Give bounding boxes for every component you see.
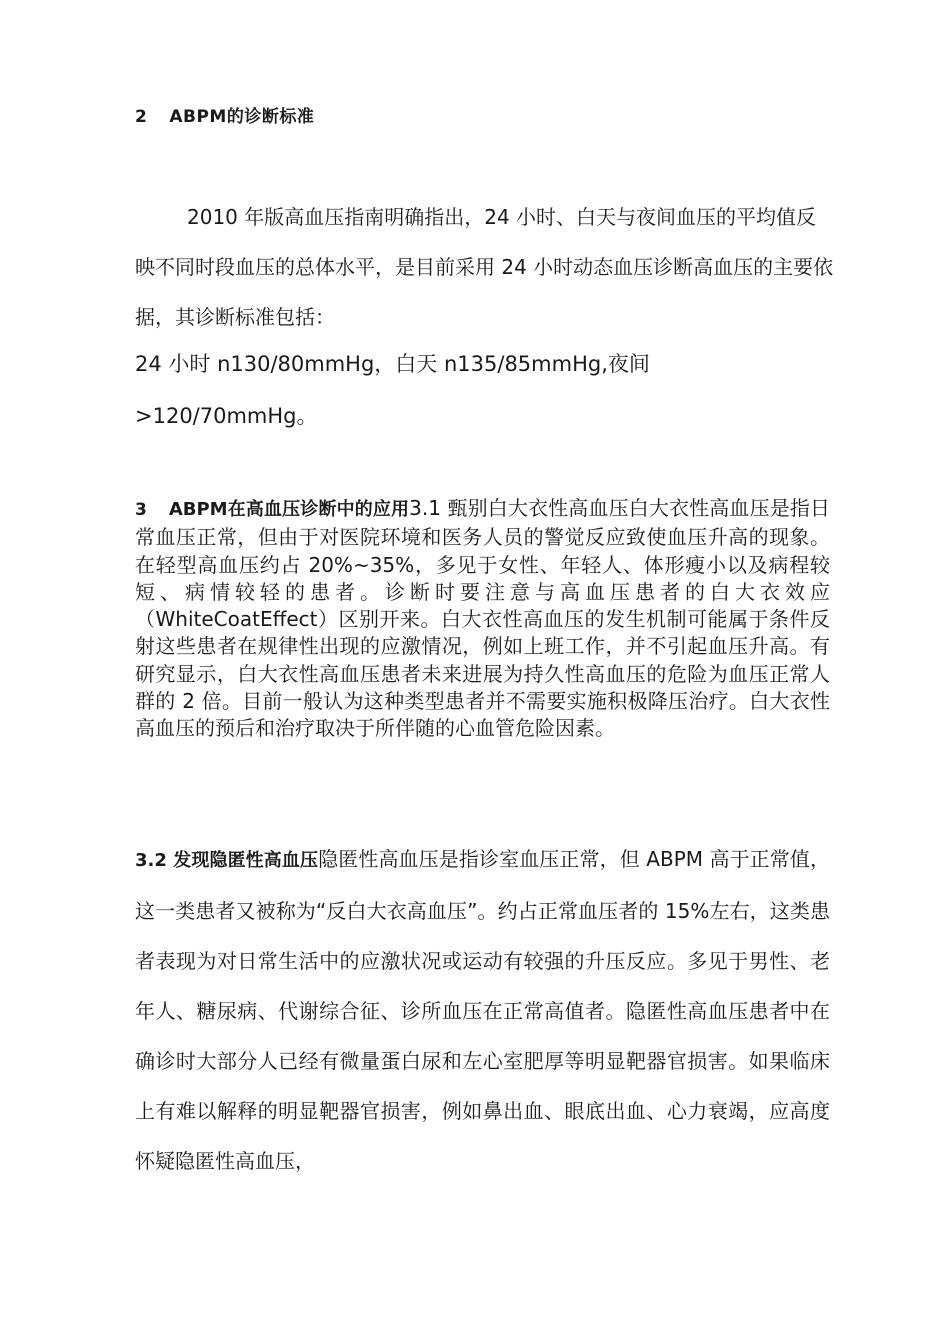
section-2-title: ABPM的诊断标准 xyxy=(169,107,315,127)
section-3-title: ABPM在高血压诊断中的应用 xyxy=(168,499,410,520)
section-3-2-body: 隐匿性高血压是指诊室血压正常，但 ABPM 高于正常值，这一类患者又被称为“反白大衣高血压”。约占正常血压者的 15%左右，这类患者表现为对日常生活中的应激状况或运动有较强的升压反应。多见于男性、老年人、糖尿病、代谢综合征、诊所血压在正常高值者。隐匿性高血压患者中在确诊时大部分人已经有微量蛋白尿和左心室肥厚等明显靶器官损害。如果临床上有难以解释的明显靶器官损害，例如鼻出血、眼底出血、心力衰竭，应高度怀疑隐匿性高血压， xyxy=(135,847,831,1173)
section-2-number: 2 xyxy=(135,107,148,127)
diagnostic-criteria xyxy=(135,338,835,442)
criteria-day: 白天 n135/85mmHg, xyxy=(395,352,608,376)
section-3-2-paragraph xyxy=(135,834,830,1186)
section-3-number: 3 xyxy=(135,500,147,520)
section-3-body: 3.1 甄别白大衣性高血压白大衣性高血压是指日常血压正常，但由于对医院环境和医务人员的警觉反应致使血压升高的现象。在轻型高血压约占 20%~35%，多见于女性、年轻人、体形瘦小以及病程较短、病情较轻的患者。诊断时要注意与高血压患者的白大衣效应（WhiteCoatEffect）区别开来。白大衣性高血压的发生机制可能属于条件反射这些患者在规律性出现的应激情况，例如上班工作，并不引起血压升高。有研究显示，白大衣性高血压患者未来进展为持久性高血压的危险为血压正常人群的 2 倍。目前一般认为这种类型患者并不需要实施积极降压治疗。白大衣性高血压的预后和治疗取决于所伴随的心血管危险因素。 xyxy=(135,496,830,741)
section-2-paragraph: 2010 年版高血压指南明确指出，24 小时、白天与夜间血压的平均值反映不同时段血压的总体水平，是目前采用 24 小时动态血压诊断高血压的主要依据，其诊断标准包括： xyxy=(135,205,834,329)
criteria-night: 夜间 >120/70mmHg。 xyxy=(135,352,650,428)
criteria-24h: 24 小时 n130/80mmHg， xyxy=(135,352,396,376)
section-3-2-title: 3.2 发现隐匿性高血压 xyxy=(135,850,319,871)
section-3-paragraph xyxy=(135,495,830,743)
section-2-heading xyxy=(135,102,314,127)
